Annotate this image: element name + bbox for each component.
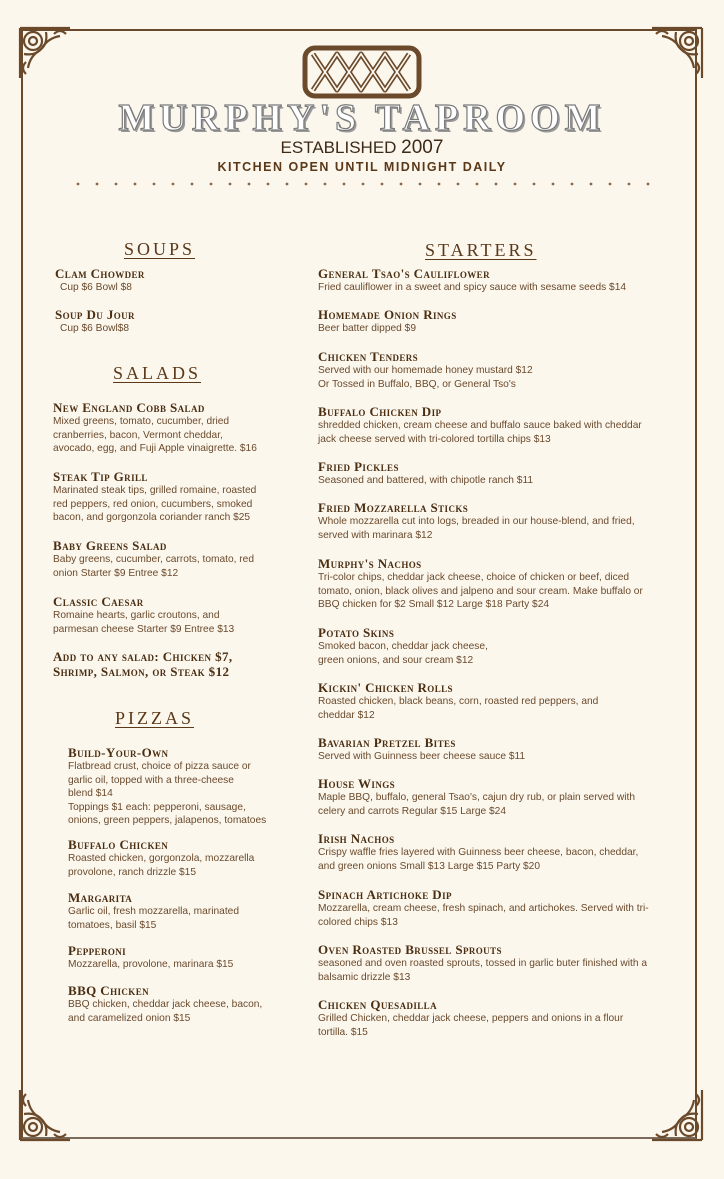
divider-dot	[647, 183, 650, 186]
established-year: 2007	[401, 137, 444, 158]
divider-dot	[248, 183, 251, 186]
section-title-starters: STARTERS	[425, 240, 537, 260]
menu-item	[318, 266, 678, 295]
menu-item	[55, 307, 295, 336]
item-name: Margarita	[68, 890, 133, 905]
menu-item	[68, 890, 303, 932]
menu-item	[318, 625, 678, 667]
item-name: Fried Mozzarella Sticks	[318, 500, 469, 515]
item-description: Romaine hearts, garlic croutons, and parmesan cheese Starter $9 Entree $13	[53, 610, 235, 635]
corner-ornament-icon	[16, 1086, 74, 1144]
divider-dot	[324, 183, 327, 186]
item-name: Baby Greens Salad	[53, 538, 167, 553]
established-label: ESTABLISHED	[280, 138, 397, 157]
dotted-divider	[74, 178, 654, 190]
item-name: Chicken Tenders	[318, 349, 419, 364]
divider-dot	[115, 183, 118, 186]
divider-dot	[191, 183, 194, 186]
item-name: Fried Pickles	[318, 459, 399, 474]
item-name: General Tsao's Cauliflower	[318, 266, 490, 281]
divider-dot	[286, 183, 289, 186]
divider-dot	[628, 183, 631, 186]
item-description: Baby greens, cucumber, carrots, tomato, red onion Starter $9 Entree $12	[53, 554, 255, 579]
menu-item	[318, 349, 678, 391]
divider-dot	[153, 183, 156, 186]
item-description: Marinated steak tips, grilled romaine, roasted red peppers, red onion, cucumbers, smoked bacon, and gorgonzola coriander ranch $25	[53, 485, 257, 523]
menu-item	[55, 266, 295, 295]
item-name: Chicken Quesadilla	[318, 997, 437, 1012]
menu-item	[318, 680, 678, 722]
item-name: Potato Skins	[318, 625, 395, 640]
divider-dot	[267, 183, 270, 186]
item-name: Murphy's Nachos	[318, 556, 422, 571]
section-title-pizzas: PIZZAS	[115, 708, 195, 728]
item-description: Smoked bacon, cheddar jack cheese, green onions, and sour cream $12	[318, 641, 488, 666]
item-name: Steak Tip Grill	[53, 469, 148, 484]
item-name: Pepperoni	[68, 943, 127, 958]
item-name: House Wings	[318, 776, 396, 791]
salad-addon-note: Add to any salad: Chicken $7, Shrimp, Salmon, or Steak $12	[53, 649, 233, 679]
divider-dot	[305, 183, 308, 186]
item-description: Fried cauliflower in a sweet and spicy sauce with sesame seeds $14	[318, 282, 627, 293]
menu-item	[318, 307, 678, 336]
divider-dot	[172, 183, 175, 186]
item-description: Served with Guinness beer cheese sauce $11	[318, 751, 526, 762]
item-description: Grilled Chicken, cheddar jack cheese, peppers and onions in a flour tortilla. $15	[318, 1013, 624, 1038]
divider-dot	[533, 183, 536, 186]
item-name: BBQ Chicken	[68, 983, 149, 998]
menu-item	[318, 776, 678, 818]
item-name: Kickin' Chicken Rolls	[318, 680, 453, 695]
divider-dot	[571, 183, 574, 186]
divider-dot	[210, 183, 213, 186]
divider-dot	[438, 183, 441, 186]
divider-dot	[419, 183, 422, 186]
menu-item	[53, 538, 303, 580]
item-description: BBQ chicken, cheddar jack cheese, bacon, and caramelized onion $15	[68, 999, 263, 1024]
menu-item	[68, 983, 303, 1025]
item-name: Bavarian Pretzel Bites	[318, 735, 456, 750]
menu-item	[318, 942, 678, 984]
menu-item	[318, 404, 678, 446]
item-description: Beer batter dipped $9	[318, 323, 416, 334]
item-name: Buffalo Chicken Dip	[318, 404, 442, 419]
menu-item	[53, 400, 303, 456]
menu-item	[318, 997, 678, 1039]
divider-dot	[476, 183, 479, 186]
item-description: Mozzarella, cream cheese, fresh spinach, and artichokes. Served with tri- colored chips $13	[318, 903, 649, 928]
divider-dot	[609, 183, 612, 186]
divider-dot	[134, 183, 137, 186]
divider-dot	[96, 183, 99, 186]
divider-dot	[229, 183, 232, 186]
item-description: seasoned and oven roasted sprouts, tossed in garlic buter finished with a balsamic drizzle $13	[318, 958, 648, 983]
item-description: Served with our homemade honey mustard $12 Or Tossed in Buffalo, BBQ, or General Tso's	[318, 365, 533, 390]
item-name: Classic Caesar	[53, 594, 144, 609]
menu-item	[318, 459, 678, 488]
divider-dot	[343, 183, 346, 186]
item-description: Tri-color chips, cheddar jack cheese, choice of chicken or beef, diced tomato, onion, black olives and jalpeno and sour cream. Make buffalo or BBQ chicken for $2 Small $12 Large $18 Party $24	[318, 572, 643, 610]
section-title-salads: SALADS	[113, 363, 202, 383]
item-name: Spinach Artichoke Dip	[318, 887, 452, 902]
established-line	[0, 137, 724, 159]
item-description: Roasted chicken, gorgonzola, mozzarella provolone, ranch drizzle $15	[68, 853, 255, 878]
menu-item	[53, 469, 303, 525]
divider-dot	[514, 183, 517, 186]
menu-item	[318, 556, 678, 612]
item-name: Homemade Onion Rings	[318, 307, 457, 322]
divider-dot	[77, 183, 80, 186]
item-name: Clam Chowder	[55, 266, 145, 281]
item-name: Buffalo Chicken	[68, 837, 169, 852]
item-name: Build-Your-Own	[68, 745, 169, 760]
item-description: Garlic oil, fresh mozzarella, marinated tomatoes, basil $15	[68, 906, 239, 931]
restaurant-name: MURPHY'S TAPROOM	[118, 97, 606, 139]
divider-dot	[362, 183, 365, 186]
item-description: Cup $6 Bowl $8	[60, 282, 132, 293]
menu-item	[68, 745, 303, 828]
item-name: New England Cobb Salad	[53, 400, 205, 415]
menu-item	[318, 831, 678, 873]
divider-dot	[590, 183, 593, 186]
item-name: Oven Roasted Brussel Sprouts	[318, 942, 502, 957]
item-description: Seasoned and battered, with chipotle ranch $11	[318, 475, 534, 486]
menu-item	[68, 943, 303, 972]
corner-ornament-icon	[648, 1086, 706, 1144]
item-description: Flatbread crust, choice of pizza sauce or garlic oil, topped with a three-cheese blend $14 Toppings $1 each: pepperoni, sausage, onions, green peppers, jalapenos, tomatoes	[68, 761, 267, 826]
divider-dot	[552, 183, 555, 186]
menu-item	[318, 500, 678, 542]
divider-dot	[400, 183, 403, 186]
menu-item	[318, 887, 678, 929]
menu-item	[318, 735, 678, 764]
item-name: Soup Du Jour	[55, 307, 135, 322]
divider-dot	[495, 183, 498, 186]
item-description: Roasted chicken, black beans, corn, roasted red peppers, and cheddar $12	[318, 696, 599, 721]
item-description: Mixed greens, tomato, cucumber, dried cranberries, bacon, Vermont cheddar, avocado, egg, and Fuji Apple vinaigrette. $16	[53, 416, 257, 454]
divider-dot	[457, 183, 460, 186]
item-description: Maple BBQ, buffalo, general Tsao's, cajun dry rub, or plain served with celery and carrots Regular $15 Large $24	[318, 792, 635, 817]
item-description: shredded chicken, cream cheese and buffalo sauce baked with cheddar jack cheese served with tri-colored tortilla chips $13	[318, 420, 642, 445]
section-title-soups: SOUPS	[124, 239, 196, 259]
item-description: Mozzarella, provolone, marinara $15	[68, 959, 234, 970]
menu-item	[68, 837, 303, 879]
corner-ornament-icon	[648, 24, 706, 82]
item-description: Cup $6 Bowl$8	[60, 323, 130, 334]
kitchen-hours: KITCHEN OPEN UNTIL MIDNIGHT DAILY	[217, 160, 507, 174]
corner-ornament-icon	[16, 24, 74, 82]
item-description: Whole mozzarella cut into logs, breaded in our house-blend, and fried, served with marinara $12	[318, 516, 635, 541]
celtic-knot-icon	[301, 44, 423, 100]
item-name: Irish Nachos	[318, 831, 395, 846]
divider-dot	[381, 183, 384, 186]
menu-item	[53, 594, 303, 636]
item-description: Crispy waffle fries layered with Guinness beer cheese, bacon, cheddar, and green onions Small $13 Large $15 Party $20	[318, 847, 639, 872]
